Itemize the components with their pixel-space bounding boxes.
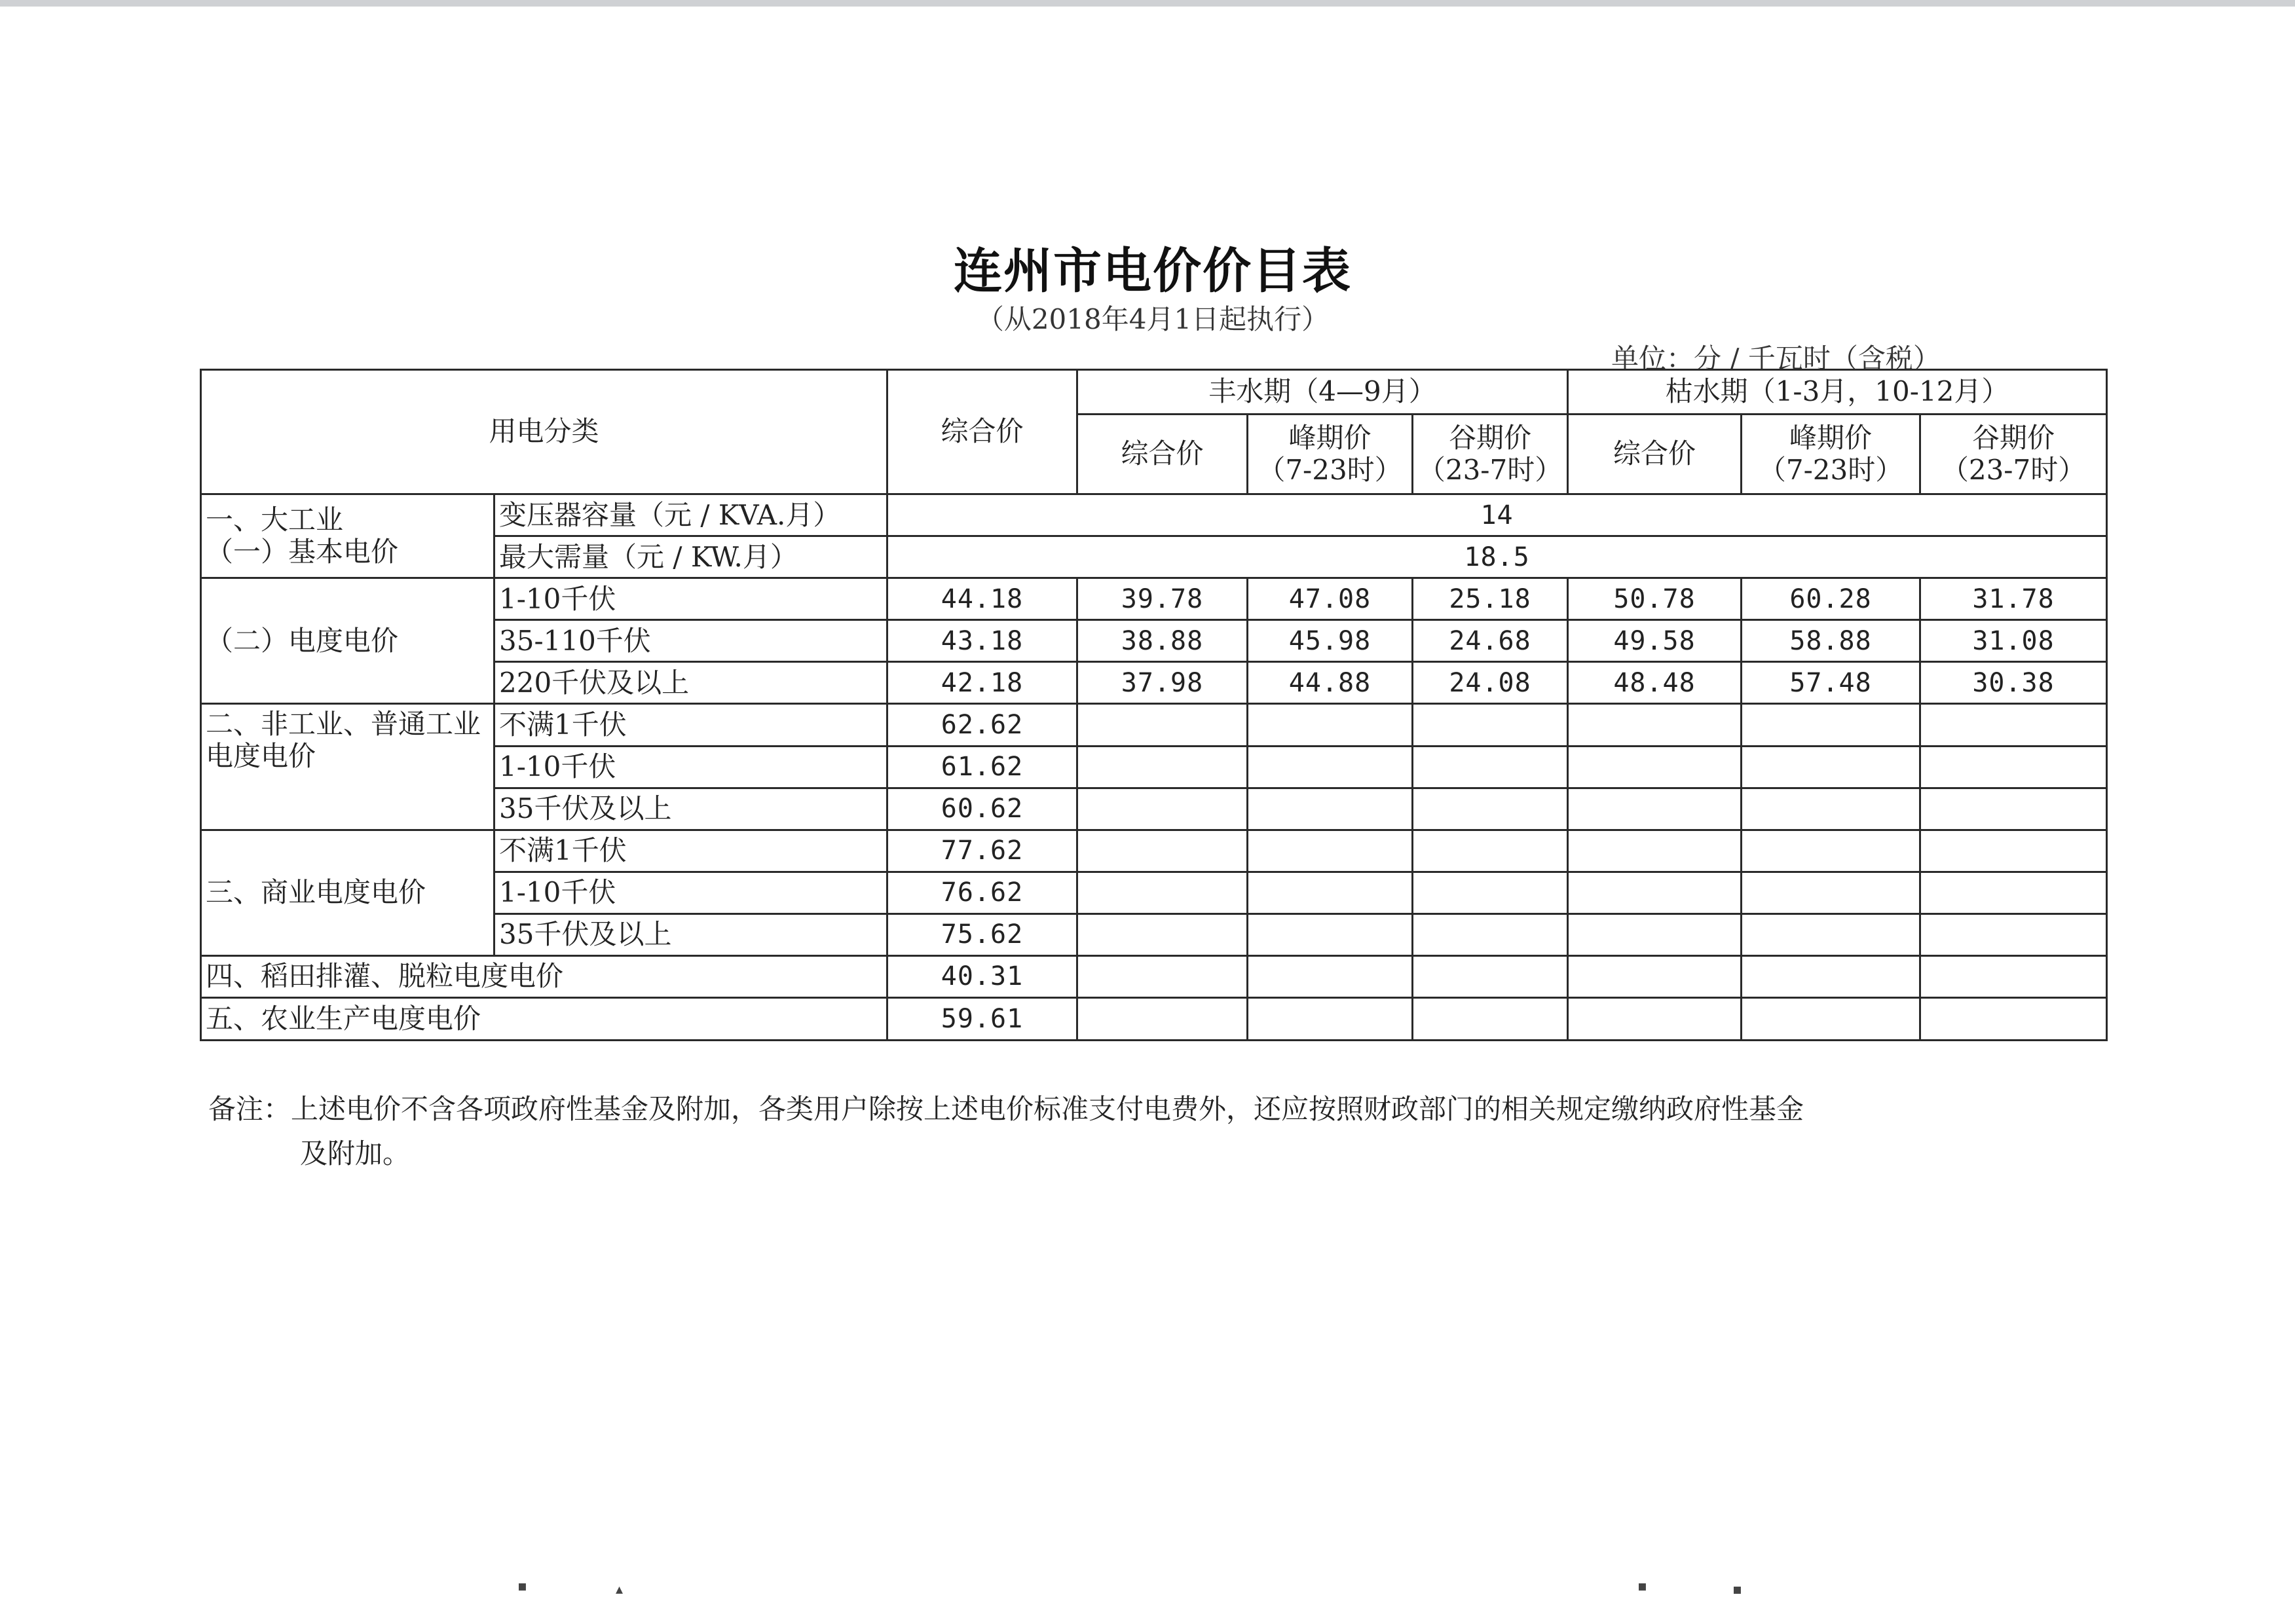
empty-cell xyxy=(1568,830,1742,872)
dry-valley-cell: 31.08 xyxy=(1920,620,2107,662)
composite-cell: 59.61 xyxy=(887,997,1077,1040)
header-dry-valley-label: 谷期价 xyxy=(1972,422,2055,454)
voltage-cell: 35千伏及以上 xyxy=(494,788,887,830)
composite-cell: 43.18 xyxy=(887,620,1077,662)
wet-valley-cell: 25.18 xyxy=(1413,578,1568,620)
price-table xyxy=(200,369,2108,1041)
irrigation-label: 四、稻田排灌、脱粒电度电价 xyxy=(201,955,887,997)
wet-valley-cell: 24.68 xyxy=(1413,620,1568,662)
empty-cell xyxy=(1568,955,1742,997)
composite-cell: 44.18 xyxy=(887,578,1077,620)
header-dry-season: 枯水期（1-3月，10-12月） xyxy=(1568,370,2107,415)
empty-cell xyxy=(1248,788,1413,830)
empty-cell xyxy=(1248,955,1413,997)
empty-cell xyxy=(1920,830,2107,872)
header-dry-peak-hours: （7-23时） xyxy=(1758,453,1903,486)
scan-top-border xyxy=(0,0,2295,7)
empty-cell xyxy=(1413,830,1568,872)
wet-composite-cell: 39.78 xyxy=(1077,578,1248,620)
dry-peak-cell: 58.88 xyxy=(1742,620,1920,662)
empty-cell xyxy=(1920,872,2107,913)
empty-cell xyxy=(1568,746,1742,788)
voltage-cell: 1-10千伏 xyxy=(494,872,887,913)
empty-cell xyxy=(1248,704,1413,746)
max-demand-label: 最大需量（元 / KW.月） xyxy=(494,536,887,578)
empty-cell xyxy=(1568,913,1742,955)
energy-price-label: （二）电度电价 xyxy=(201,578,494,704)
header-wet-valley-hours: （23-7时） xyxy=(1417,453,1563,486)
empty-cell xyxy=(1920,704,2107,746)
header-dry-composite: 综合价 xyxy=(1568,415,1742,494)
empty-cell xyxy=(1413,746,1568,788)
header-wet-valley-label: 谷期价 xyxy=(1449,422,1532,454)
empty-cell xyxy=(1077,746,1248,788)
page-title: 连州市电价价目表 xyxy=(954,243,1352,299)
dry-peak-cell: 60.28 xyxy=(1742,578,1920,620)
empty-cell xyxy=(1248,913,1413,955)
wet-peak-cell: 47.08 xyxy=(1248,578,1413,620)
header-composite: 综合价 xyxy=(887,370,1077,494)
empty-cell xyxy=(1077,997,1248,1040)
voltage-cell: 不满1千伏 xyxy=(494,830,887,872)
empty-cell xyxy=(1568,788,1742,830)
wet-valley-cell: 24.08 xyxy=(1413,662,1568,704)
transformer-capacity-label: 变压器容量（元 / KVA.月） xyxy=(494,494,887,536)
header-wet-valley xyxy=(1413,415,1568,494)
dry-composite-cell: 49.58 xyxy=(1568,620,1742,662)
footnote-line2: 及附加。 xyxy=(300,1137,411,1170)
dry-valley-cell: 30.38 xyxy=(1920,662,2107,704)
header-wet-peak xyxy=(1248,415,1413,494)
composite-cell: 76.62 xyxy=(887,872,1077,913)
commercial-label: 三、商业电度电价 xyxy=(201,830,494,955)
scan-speck: ▴ xyxy=(616,1581,624,1598)
empty-cell xyxy=(1568,997,1742,1040)
table-row xyxy=(201,997,2107,1040)
empty-cell xyxy=(1742,788,1920,830)
header-dry-valley xyxy=(1920,415,2107,494)
empty-cell xyxy=(1077,955,1248,997)
table-row xyxy=(201,830,2107,872)
voltage-cell: 1-10千伏 xyxy=(494,746,887,788)
scan-speck: ▪ xyxy=(517,1578,527,1595)
header-wet-peak-hours: （7-23时） xyxy=(1258,453,1402,486)
table-row xyxy=(201,955,2107,997)
scan-speck: ▪ xyxy=(1637,1578,1647,1595)
big-industry-line1: 一、大工业 xyxy=(206,504,344,536)
empty-cell xyxy=(1248,997,1413,1040)
empty-cell xyxy=(1568,704,1742,746)
empty-cell xyxy=(1413,704,1568,746)
dry-valley-cell: 31.78 xyxy=(1920,578,2107,620)
composite-cell: 77.62 xyxy=(887,830,1077,872)
header-wet-season: 丰水期（4—9月） xyxy=(1077,370,1568,415)
footnote xyxy=(208,1087,2055,1176)
empty-cell xyxy=(1248,830,1413,872)
empty-cell xyxy=(1742,746,1920,788)
non-industry-label: 二、非工业、普通工业电度电价 xyxy=(201,704,494,830)
voltage-cell: 35-110千伏 xyxy=(494,620,887,662)
table-row xyxy=(201,578,2107,620)
empty-cell xyxy=(1248,872,1413,913)
empty-cell xyxy=(1742,997,1920,1040)
empty-cell xyxy=(1413,997,1568,1040)
empty-cell xyxy=(1742,872,1920,913)
empty-cell xyxy=(1077,704,1248,746)
empty-cell xyxy=(1742,913,1920,955)
wet-peak-cell: 45.98 xyxy=(1248,620,1413,662)
page-subtitle: （从2018年4月1日起执行） xyxy=(976,303,1330,335)
transformer-capacity-value: 14 xyxy=(887,494,2107,536)
unit-label: 单位：分 / 千瓦时（含税） xyxy=(1611,342,1941,375)
composite-cell: 75.62 xyxy=(887,913,1077,955)
empty-cell xyxy=(1248,746,1413,788)
empty-cell xyxy=(1920,997,2107,1040)
voltage-cell: 35千伏及以上 xyxy=(494,913,887,955)
voltage-cell: 220千伏及以上 xyxy=(494,662,887,704)
voltage-cell: 1-10千伏 xyxy=(494,578,887,620)
empty-cell xyxy=(1920,788,2107,830)
composite-cell: 60.62 xyxy=(887,788,1077,830)
empty-cell xyxy=(1413,913,1568,955)
wet-peak-cell: 44.88 xyxy=(1248,662,1413,704)
empty-cell xyxy=(1077,913,1248,955)
max-demand-value: 18.5 xyxy=(887,536,2107,578)
scan-speck: ▪ xyxy=(1732,1581,1742,1598)
empty-cell xyxy=(1920,746,2107,788)
footnote-line1: 备注：上述电价不含各项政府性基金及附加，各类用户除按上述电价标准支付电费外，还应按照财政部门的相关规定缴纳政府性基金 xyxy=(208,1093,1804,1125)
table-row xyxy=(201,704,2107,746)
empty-cell xyxy=(1077,788,1248,830)
header-wet-peak-label: 峰期价 xyxy=(1288,422,1371,454)
empty-cell xyxy=(1920,955,2107,997)
voltage-cell: 不满1千伏 xyxy=(494,704,887,746)
header-dry-peak xyxy=(1742,415,1920,494)
wet-composite-cell: 38.88 xyxy=(1077,620,1248,662)
empty-cell xyxy=(1742,830,1920,872)
empty-cell xyxy=(1920,913,2107,955)
big-industry-label xyxy=(201,494,494,578)
header-wet-composite: 综合价 xyxy=(1077,415,1248,494)
dry-composite-cell: 48.48 xyxy=(1568,662,1742,704)
empty-cell xyxy=(1413,872,1568,913)
big-industry-line2: （一）基本电价 xyxy=(206,535,399,568)
composite-cell: 42.18 xyxy=(887,662,1077,704)
empty-cell xyxy=(1413,955,1568,997)
empty-cell xyxy=(1077,872,1248,913)
empty-cell xyxy=(1742,704,1920,746)
composite-cell: 62.62 xyxy=(887,704,1077,746)
wet-composite-cell: 37.98 xyxy=(1077,662,1248,704)
dry-peak-cell: 57.48 xyxy=(1742,662,1920,704)
dry-composite-cell: 50.78 xyxy=(1568,578,1742,620)
agriculture-label: 五、农业生产电度电价 xyxy=(201,997,887,1040)
empty-cell xyxy=(1568,872,1742,913)
empty-cell xyxy=(1413,788,1568,830)
empty-cell xyxy=(1077,830,1248,872)
empty-cell xyxy=(1742,955,1920,997)
composite-cell: 61.62 xyxy=(887,746,1077,788)
header-dry-valley-hours: （23-7时） xyxy=(1941,453,2086,486)
header-dry-peak-label: 峰期价 xyxy=(1789,422,1873,454)
header-category: 用电分类 xyxy=(201,370,887,494)
composite-cell: 40.31 xyxy=(887,955,1077,997)
